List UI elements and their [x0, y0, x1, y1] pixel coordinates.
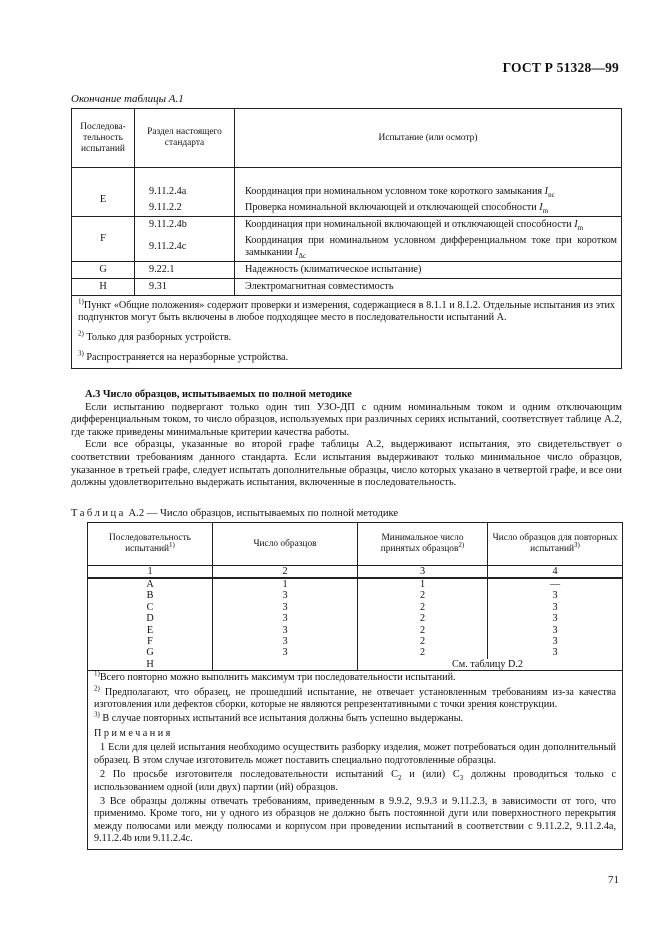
table1-footnote: $^{2)}$ Только для разборных устройств.	[72, 328, 622, 348]
table2-footnote: $^{2)}$ Предполагают, что образец, не прошедший испытание, не отвечает установленным требованиям из-за качества изготовления или дефектов сборки, которые не являются репрезентативными с точки зрения конструкции.	[88, 686, 623, 713]
header-test: Испытание (или осмотр)	[235, 109, 622, 168]
table1-row	[72, 262, 622, 279]
table1-caption: Окончание таблицы А.1	[71, 93, 184, 105]
table-row: G 3 2 3	[88, 647, 623, 658]
table-a2	[87, 522, 623, 850]
table-row: C 3 2 3	[88, 602, 623, 613]
page-number: 71	[608, 874, 619, 886]
paragraph: Если все образцы, указанные во второй графе таблицы А.2, выдерживают испытания, это свидетельствует о соответствии требованиям данного стандарта. Если испытания выдерживают только минимальное число образцов, указанное в третьей графе, следует испытать дополнительные образцы, число которых указано в четвертой графе, и все они должны удовлетворительно выдержать испытания, включенные в последовательность.	[71, 439, 622, 489]
header-count: Число образцов	[213, 523, 358, 566]
test-cell: Координация при номинальном условном токе короткого замыкания $I_{nc}$	[235, 184, 622, 200]
section-title: А.3 Число образцов, испытываемых по полной методике	[85, 389, 352, 400]
header-seq: Последова-тельность испытаний	[72, 109, 135, 168]
table2-footnote: $^{3)}$ В случае повторных испытаний все испытания должны быть успешно выдержаны.	[88, 712, 623, 726]
section-cell: 9.31	[135, 279, 235, 296]
seq-cell: F	[72, 217, 135, 262]
seq-cell: E	[72, 184, 135, 217]
table1-row	[72, 233, 622, 262]
table2-column-numbers: 1 2 3 4	[88, 566, 623, 579]
table1-row	[72, 200, 622, 217]
table2-header-row	[88, 523, 623, 566]
seq-cell: G	[72, 262, 135, 279]
table2-footnote: $^{1)}$Всего повторно можно выполнить максимум три последовательности испытаний.	[88, 671, 623, 686]
table1-row	[72, 184, 622, 200]
header-min: Минимальное число принятых образцов$^{2)}$	[358, 523, 488, 566]
table-row: H См. таблицу D.2	[88, 659, 623, 671]
note: 2 По просьбе изготовителя последовательности испытаний $C_2$ и (или) $C_3$ должны проводиться только с использованием одной (или двух) партии (ий) образцов.	[88, 768, 623, 795]
test-cell: Координация при номинальном условном дифференциальном токе при коротком замыкании $I_{\Delta c}$	[235, 233, 622, 262]
table-row: B 3 2 3	[88, 590, 623, 601]
table-row: F 3 2 3	[88, 636, 623, 647]
section-cell: 9.11.2.2	[135, 200, 235, 217]
test-cell: Электромагнитная совместимость	[235, 279, 622, 296]
test-cell: Надежность (климатическое испытание)	[235, 262, 622, 279]
table1-footnote: $^{1)}$Пункт «Общие положения» содержит проверки и измерения, содержащиеся в 8.1.1 и 8.1.2. Отдельные испытания из этих подпунктов могут быть включены в любое подходящее место в последовательности испытаний А.	[72, 296, 622, 329]
notes-title: Примечания	[94, 727, 173, 739]
header-seq: Последовательность испытаний$^{1)}$	[88, 523, 213, 566]
section-cell: 9.11.2.4c	[135, 233, 235, 262]
note: 3 Все образцы должны отвечать требованиям, приведенным в 9.9.2, 9.9.3 и 9.11.2.3, в зависимости от того, что применимо. Кроме того, ни у одного из образцов не должно быть постоянной дуги или поверхностного перекрытия между полюсами или между полюсами и корпусом при проведении испытаний в соответствии с 9.11.2.2, 9.11.2.4а, 9.11.2.4b или 9.11.2.4с.	[88, 795, 623, 849]
test-cell: Координация при номинальной включающей и отключающей способности $I_m$	[235, 217, 622, 234]
table-row: A 1 1 —	[88, 578, 623, 590]
table2-caption: Таблица А.2 — Число образцов, испытываемых по полной методике	[71, 508, 399, 519]
header-section: Раздел настоящего стандарта	[135, 109, 235, 168]
header-repeat: Число образцов для повторных испытаний$^{3)}$	[488, 523, 623, 566]
section-cell: 9.11.2.4b	[135, 217, 235, 234]
table-row: E 3 2 3	[88, 625, 623, 636]
section-cell: 9.11.2.4a	[135, 184, 235, 200]
section-cell: 9.22.1	[135, 262, 235, 279]
table1-row	[72, 217, 622, 234]
table1-spacer-row	[72, 168, 622, 185]
test-cell: Проверка номинальной включающей и отключающей способности $I_m$	[235, 200, 622, 217]
seq-cell: H	[72, 279, 135, 296]
section-a3	[71, 389, 622, 490]
table1-row	[72, 279, 622, 296]
table-a1	[71, 108, 622, 369]
notes-title-row	[88, 727, 623, 741]
table1-footnote: $^{3)}$ Распространяется на неразборные устройства.	[72, 348, 622, 369]
table1-header-row	[72, 109, 622, 168]
note: 1 Если для целей испытания необходимо осуществить разборку изделия, может потребоваться один дополнительный образец. В этом случае изготовитель может поставить специально подготовленные образцы.	[88, 741, 623, 768]
table-row: D 3 2 3	[88, 613, 623, 624]
paragraph: Если испытанию подвергают только один тип УЗО-ДП с одним номинальным током и одним отключающим дифференциальным током, то число образцов, используемых при различных сериях испытаний, соответствует таблице А.2, где также приведены минимальные критерии качества работы.	[71, 401, 622, 438]
standard-header: ГОСТ Р 51328—99	[502, 60, 619, 75]
